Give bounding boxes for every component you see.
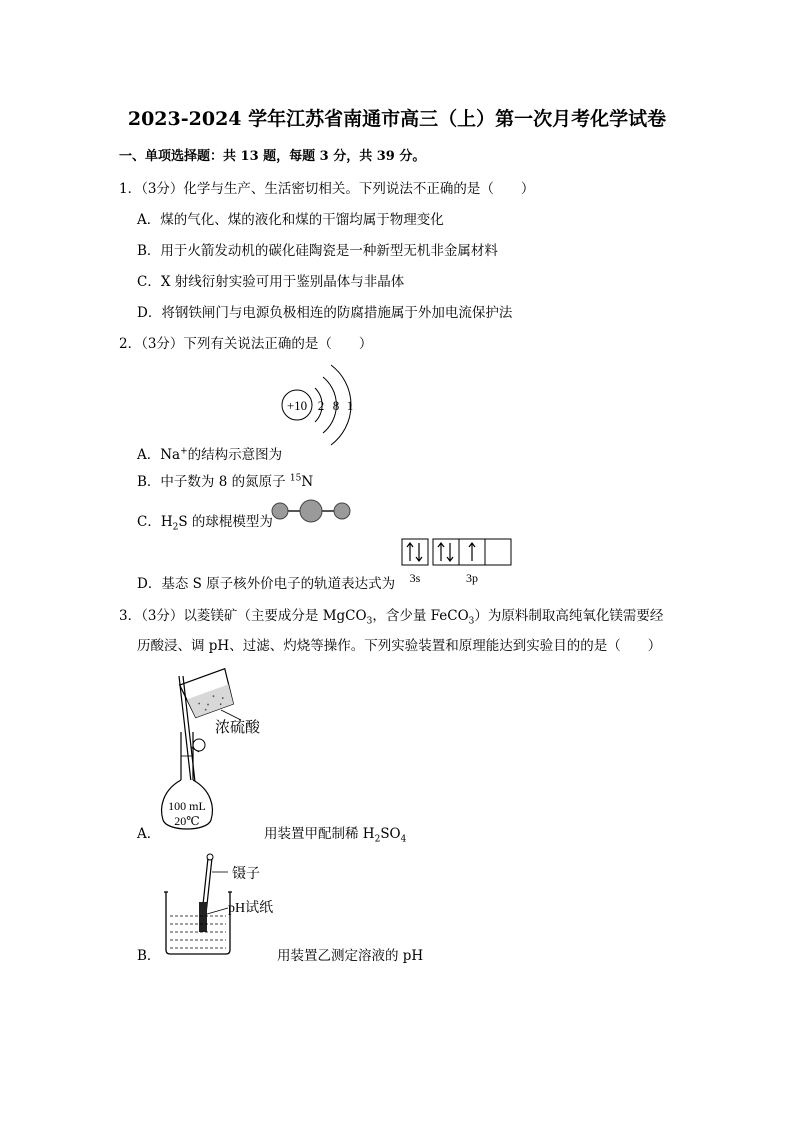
q3-option-b-text: 用装置乙测定溶液的 pH bbox=[277, 948, 424, 964]
flask-temperature-label: 20℃ bbox=[174, 814, 200, 828]
volumetric-flask-apparatus bbox=[155, 662, 295, 840]
q2-option-c: C．$H_2S$ 的球棍模型为 bbox=[137, 514, 273, 533]
h2s-ball-stick-model bbox=[270, 498, 355, 524]
q3-stem-line1: 3．（3分）以菱镁矿（主要成分是 MgCO$_3$，含少量 FeCO$_3$）为原料制取高纯氧化镁需要经 bbox=[119, 608, 664, 627]
sodium-ion-structure-diagram bbox=[275, 355, 365, 455]
q2-option-d: D．基态 S 原子核外价电子的轨道表达式为 bbox=[137, 576, 396, 592]
concentrated-sulfuric-acid-label: 浓硫酸 bbox=[215, 720, 261, 736]
flask-volume-label: 100 mL bbox=[168, 799, 206, 813]
q1-option-a: A．煤的气化、煤的液化和煤的干馏均属于物理变化 bbox=[137, 212, 444, 228]
orbital-3p-label: 3p bbox=[466, 571, 478, 585]
q3-option-b-letter: B． bbox=[137, 948, 161, 964]
section-heading: 一、单项选择题：共 13 题，每题 3 分，共 39 分。 bbox=[119, 149, 426, 164]
nucleus-charge: +10 bbox=[286, 398, 308, 413]
q1-option-d: D．将钢铁闸门与电源负极相连的防腐措施属于外加电流保护法 bbox=[137, 305, 513, 321]
q3-option-a-text: 用装置甲配制稀 $H_2SO_4$ bbox=[264, 826, 407, 845]
page-title: 2023-2024 学年江苏省南通市高三（上）第一次月考化学试卷 bbox=[127, 108, 667, 130]
q2-stem: 2．（3分）下列有关说法正确的是（ ） bbox=[119, 336, 373, 352]
q1-stem: 1．（3分）化学与生产、生活密切相关。下列说法不正确的是（ ） bbox=[119, 181, 535, 197]
tweezers-label: 镊子 bbox=[232, 867, 260, 882]
orbital-3s-label: 3s bbox=[409, 571, 421, 585]
q1-option-c: C．X 射线衍射实验可用于鉴别晶体与非晶体 bbox=[137, 274, 405, 290]
q1-option-b: B．用于火箭发动机的碳化硅陶瓷是一种新型无机非金属材料 bbox=[137, 243, 498, 259]
shell-2-electrons: 8 bbox=[332, 398, 340, 413]
q3-option-a-letter: A． bbox=[137, 826, 161, 842]
q2-option-a: A．Na+的结构示意图为 bbox=[137, 446, 283, 463]
ph-paper-label: pH试纸 bbox=[228, 901, 274, 916]
q2-option-b: B．中子数为 8 的氮原子 $^{15}$N bbox=[137, 473, 314, 490]
ph-measurement-apparatus bbox=[160, 852, 290, 960]
q3-stem-line2: 历酸浸、调 pH、过滤、灼烧等操作。下列实验装置和原理能达到实验目的的是（ ） bbox=[137, 638, 662, 654]
s-orbital-diagram bbox=[400, 537, 515, 587]
shell-1-electrons: 2 bbox=[317, 398, 325, 413]
shell-3-electrons: 1 bbox=[346, 398, 354, 413]
